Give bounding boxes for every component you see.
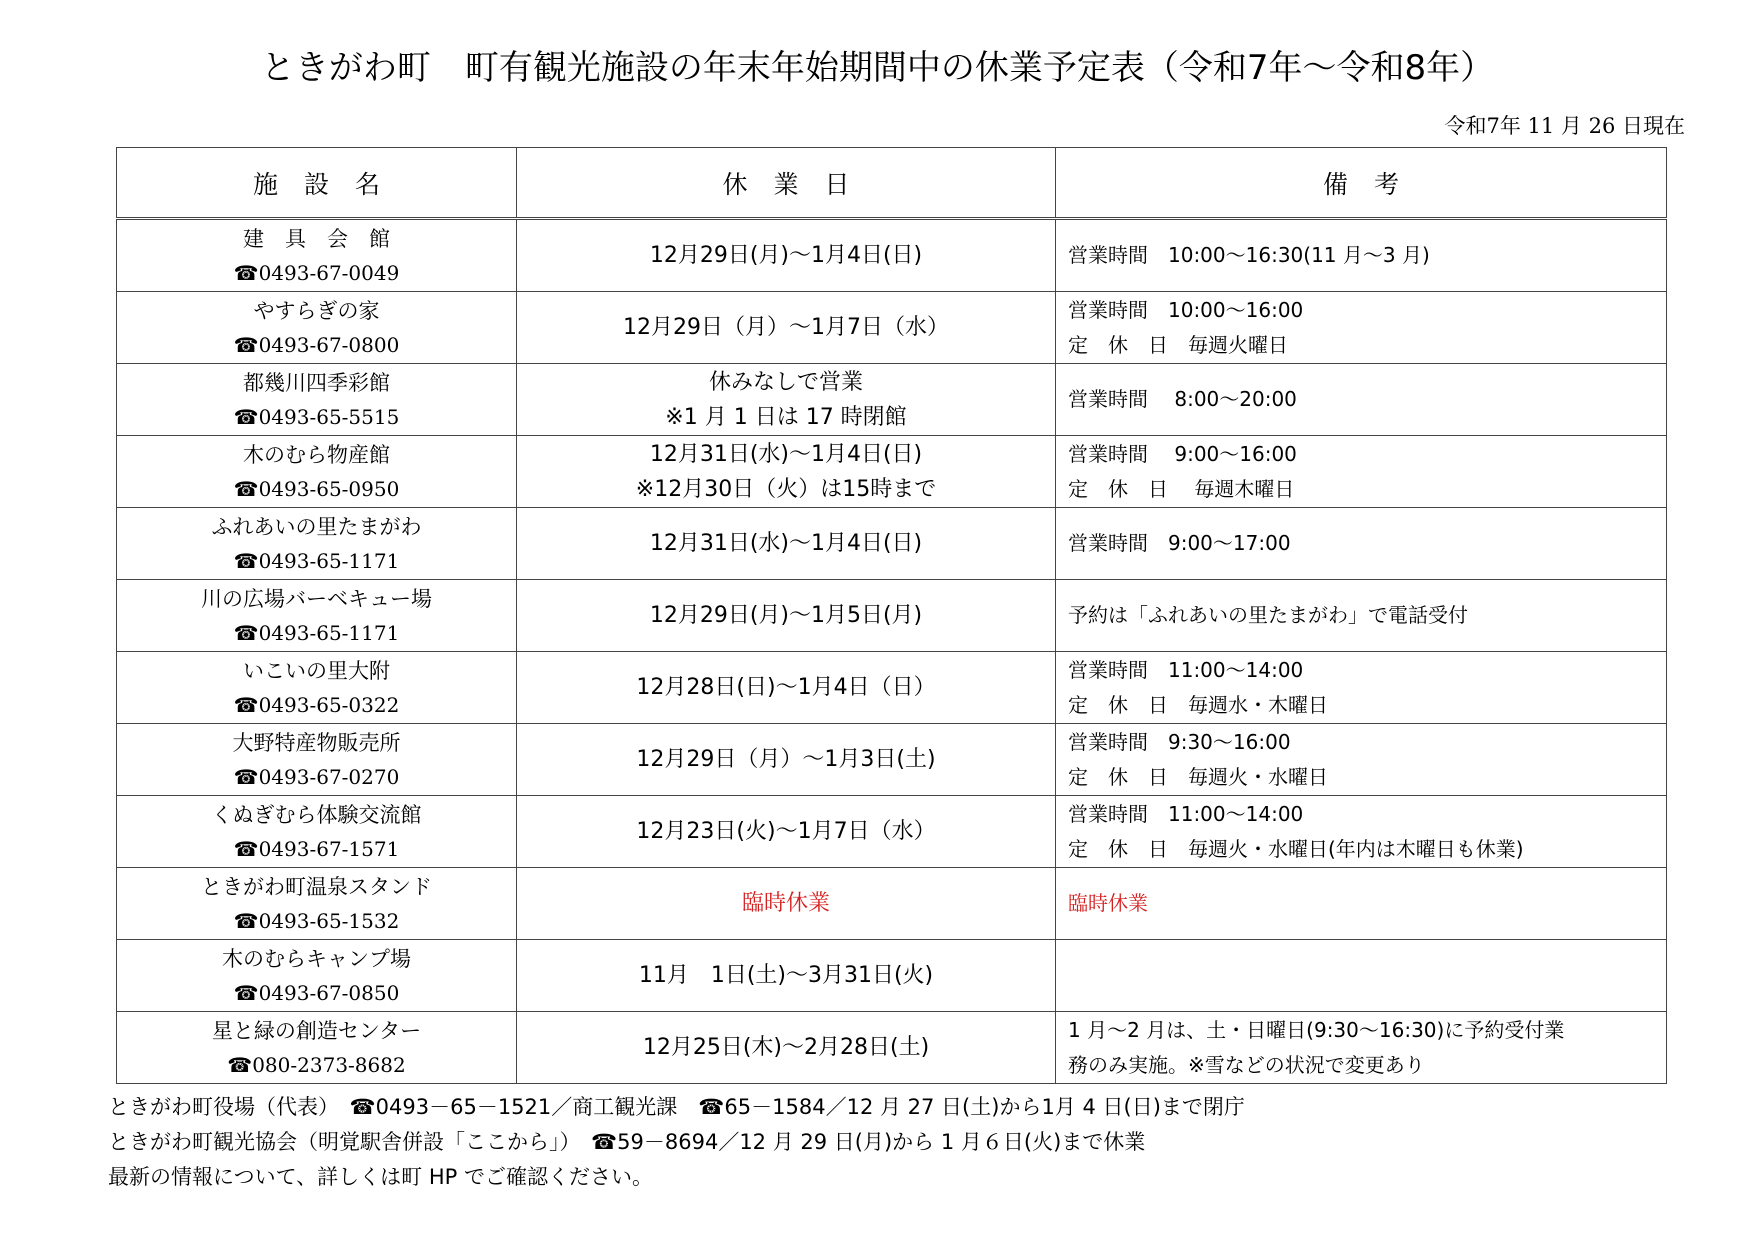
remarks-line: 予約は「ふれあいの里たまがわ」で電話受付	[1068, 603, 1468, 627]
remarks-cell	[1056, 219, 1667, 292]
facility-cell	[117, 364, 517, 436]
facility-phone: ☎0493-67-0850	[233, 980, 400, 1005]
table-row	[117, 796, 1667, 868]
remarks-line: 営業時間 8:00～20:00	[1068, 387, 1297, 411]
header-closed-days: 休業日	[517, 148, 1056, 219]
facility-name: 都幾川四季彩館	[243, 370, 390, 395]
closure-schedule-table	[116, 147, 1667, 1084]
remarks-line: 定 休 日 毎週火・水曜日	[1068, 764, 1328, 789]
facility-cell	[117, 508, 517, 580]
remarks-line: 営業時間 9:30～16:00	[1068, 729, 1291, 754]
facility-name: 建 具 会 館	[243, 226, 390, 251]
table-row	[117, 508, 1667, 580]
remarks-line: 定 休 日 毎週木曜日	[1068, 476, 1295, 501]
facility-phone: ☎0493-65-1532	[233, 908, 400, 933]
remarks-line: 務のみ実施。※雪などの状況で変更あり	[1068, 1052, 1425, 1077]
remarks-line: 定 休 日 毎週水・木曜日	[1068, 692, 1328, 717]
remarks-cell	[1056, 724, 1667, 796]
remarks-cell	[1056, 508, 1667, 580]
table-row	[117, 219, 1667, 292]
facility-cell	[117, 436, 517, 508]
footer-notes	[108, 1090, 1245, 1195]
facility-phone: ☎0493-65-0950	[233, 476, 400, 501]
facility-name: 川の広場バーベキュー場	[201, 586, 432, 611]
closed-days-cell	[517, 724, 1056, 796]
remarks-cell	[1056, 940, 1667, 1012]
closed-days-line: ※1 月 1 日は 17 時閉館	[665, 404, 907, 430]
remarks-cell	[1056, 796, 1667, 868]
facility-cell	[117, 219, 517, 292]
facility-phone: ☎0493-67-0049	[233, 260, 400, 285]
facility-cell	[117, 292, 517, 364]
facility-phone: ☎0493-67-1571	[233, 836, 400, 861]
facility-phone: ☎0493-67-0800	[233, 332, 400, 357]
closed-days-line: 臨時休業	[741, 891, 830, 916]
facility-cell	[117, 868, 517, 940]
closed-days-line: 12月29日（月）～1月3日(土)	[636, 747, 936, 772]
closed-days-line: 12月25日(木)～2月28日(土)	[642, 1035, 930, 1060]
table-row	[117, 940, 1667, 1012]
facility-phone: ☎0493-65-0322	[233, 692, 400, 717]
remarks-cell	[1056, 580, 1667, 652]
closed-days-line: 12月23日(火)～1月7日（水）	[636, 819, 936, 844]
facility-name: ふれあいの里たまがわ	[211, 514, 422, 539]
closed-days-cell	[517, 868, 1056, 940]
closed-days-line: 12月31日(水)～1月4日(日)	[649, 531, 923, 556]
facility-phone: ☎0493-67-0270	[233, 764, 400, 789]
header-remarks: 備考	[1056, 148, 1667, 219]
table-row	[117, 364, 1667, 436]
closed-days-line: 12月29日（月）～1月7日（水）	[623, 315, 949, 340]
closed-days-cell	[517, 580, 1056, 652]
closed-days-cell	[517, 1012, 1056, 1084]
closed-days-line: 休みなしで営業	[708, 369, 863, 395]
facility-cell	[117, 796, 517, 868]
remarks-line: 臨時休業	[1068, 891, 1148, 915]
facility-cell	[117, 724, 517, 796]
closed-days-cell	[517, 364, 1056, 436]
remarks-line: 定 休 日 毎週火曜日	[1068, 332, 1288, 357]
remarks-cell	[1056, 868, 1667, 940]
remarks-line: 営業時間 10:00～16:30(11 月～3 月)	[1068, 243, 1430, 267]
remarks-line: 営業時間 9:00～17:00	[1068, 531, 1291, 555]
remarks-line: 営業時間 9:00～16:00	[1068, 441, 1297, 466]
table-row	[117, 1012, 1667, 1084]
facility-cell	[117, 652, 517, 724]
header-facility: 施設名	[117, 148, 517, 219]
closed-days-line: 12月31日(水)～1月4日(日)	[649, 441, 923, 467]
closed-days-cell	[517, 796, 1056, 868]
page-title: ときがわ町 町有観光施設の年末年始期間中の休業予定表（令和7年～令和8年）	[260, 48, 1495, 88]
table-row	[117, 436, 1667, 508]
table-row	[117, 580, 1667, 652]
facility-name: やすらぎの家	[253, 298, 380, 323]
table-row	[117, 292, 1667, 364]
remarks-cell	[1056, 436, 1667, 508]
table-row	[117, 652, 1667, 724]
facility-name: 木のむら物産館	[243, 442, 390, 467]
table-row	[117, 724, 1667, 796]
table-header-row	[117, 148, 1667, 219]
facility-phone: ☎0493-65-1171	[233, 620, 400, 645]
facility-cell	[117, 580, 517, 652]
facility-name: 木のむらキャンプ場	[222, 946, 411, 971]
closed-days-cell	[517, 508, 1056, 580]
remarks-line: 営業時間 11:00～14:00	[1068, 657, 1304, 682]
closed-days-cell	[517, 652, 1056, 724]
closed-days-line: 12月29日(月)～1月4日(日)	[649, 243, 923, 268]
footer-line-town-office: ときがわ町役場（代表） ☎0493－65－1521／商工観光課 ☎65－1584／12 月 27 日(土)から1月 4 日(日)まで閉庁	[108, 1095, 1245, 1119]
remarks-cell	[1056, 292, 1667, 364]
table-row	[117, 868, 1667, 940]
facility-phone: ☎080-2373-8682	[227, 1052, 406, 1077]
remarks-line: 定 休 日 毎週火・水曜日(年内は木曜日も休業)	[1068, 836, 1524, 861]
facility-name: くぬぎむら体験交流館	[211, 802, 422, 827]
facility-cell	[117, 940, 517, 1012]
closed-days-line: 12月28日(日)～1月4日（日）	[636, 675, 936, 700]
closed-days-cell	[517, 940, 1056, 1012]
facility-name: いこいの里大附	[243, 658, 390, 683]
remarks-line: 1 月～2 月は、土・日曜日(9:30～16:30)に予約受付業	[1068, 1017, 1565, 1042]
closed-days-line: ※12月30日（火）は15時まで	[635, 476, 937, 502]
closed-days-line: 12月29日(月)～1月5日(月)	[649, 603, 923, 628]
facility-name: 大野特産物販売所	[232, 730, 401, 755]
remarks-cell	[1056, 652, 1667, 724]
remarks-cell	[1056, 1012, 1667, 1084]
facility-cell	[117, 1012, 517, 1084]
closed-days-line: 11月 1日(土)～3月31日(火)	[638, 963, 934, 988]
as-of-date: 令和7年 11 月 26 日現在	[1444, 114, 1685, 138]
facility-phone: ☎0493-65-1171	[233, 548, 400, 573]
remarks-line: 営業時間 11:00～14:00	[1068, 801, 1304, 826]
remarks-line: 営業時間 10:00～16:00	[1068, 297, 1304, 322]
facility-name: ときがわ町温泉スタンド	[201, 874, 432, 899]
closed-days-cell	[517, 436, 1056, 508]
footer-line-latest-info: 最新の情報について、詳しくは町 HP でご確認ください。	[108, 1165, 653, 1189]
footer-line-tourism-association: ときがわ町観光協会（明覚駅舎併設「ここから」） ☎59－8694／12 月 29 日(月)から 1 月６日(火)まで休業	[108, 1130, 1146, 1154]
closed-days-cell	[517, 219, 1056, 292]
facility-phone: ☎0493-65-5515	[233, 404, 400, 429]
remarks-cell	[1056, 364, 1667, 436]
closed-days-cell	[517, 292, 1056, 364]
facility-name: 星と緑の創造センター	[211, 1018, 422, 1043]
